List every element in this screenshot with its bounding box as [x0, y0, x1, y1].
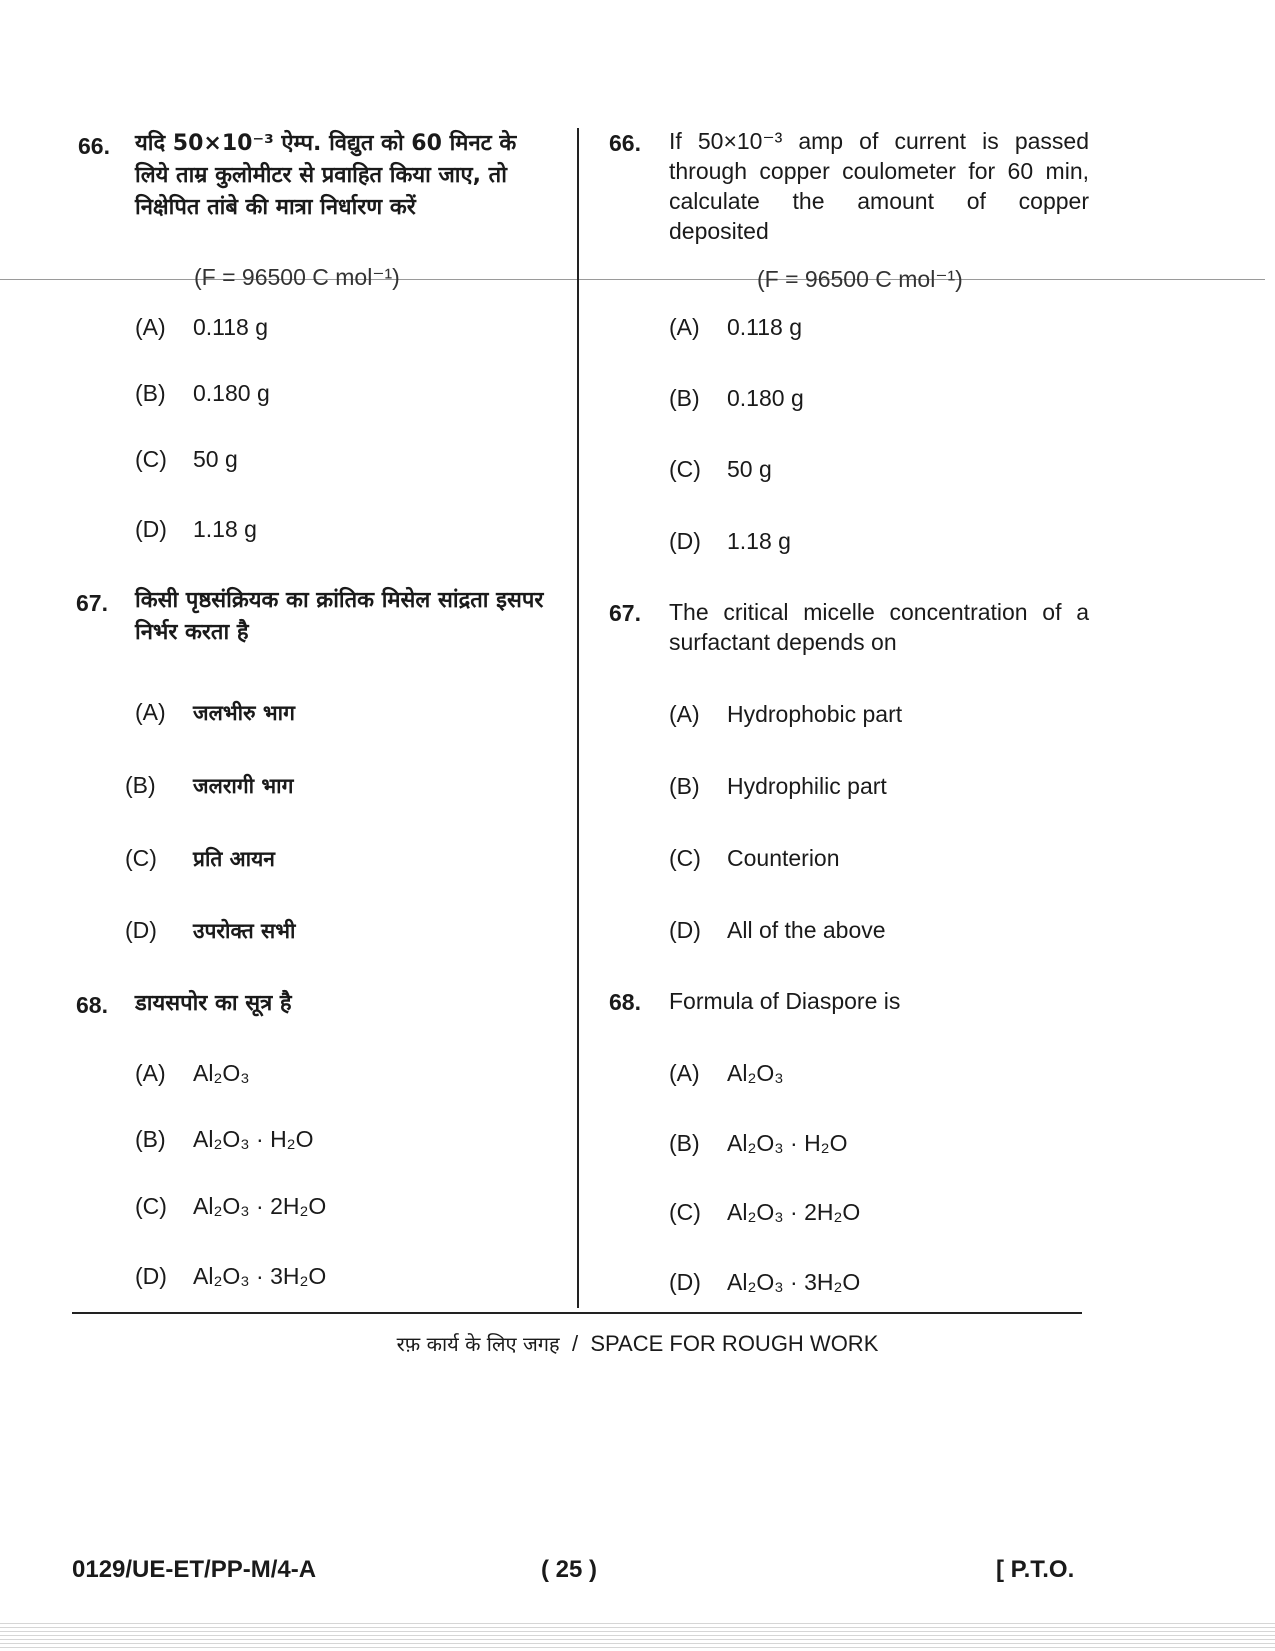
pto-label: [ P.T.O. — [996, 1556, 1075, 1583]
bottom-rule — [72, 1312, 1082, 1314]
question-number: 68. — [76, 992, 108, 1018]
option: (B) Al₂O₃ · H₂O — [135, 1126, 314, 1152]
page-number: ( 25 ) — [541, 1556, 598, 1583]
scan-artifact-lines — [0, 1620, 1275, 1651]
paper-code: 0129/UE-ET/PP-M/4-A — [72, 1556, 317, 1583]
option: (B) Hydrophilic part — [669, 773, 887, 799]
option: (D) 1.18 g — [135, 516, 257, 542]
option: (A) Hydrophobic part — [669, 701, 903, 727]
top-rule — [0, 279, 1265, 280]
option: (C) प्रति आयन — [125, 845, 275, 871]
question-text: Formula of Diaspore is — [669, 988, 901, 1014]
option: (C) 50 g — [669, 456, 772, 482]
faraday-constant: (F = 96500 C mol⁻¹) — [194, 264, 400, 290]
option: (B) जलरागी भाग — [125, 772, 294, 798]
option: (C) Counterion — [669, 845, 840, 871]
option: (A) Al₂O₃ — [669, 1060, 784, 1086]
option: (C) 50 g — [135, 446, 238, 472]
question-number: 66. — [609, 130, 641, 156]
option: (B) 0.180 g — [669, 385, 804, 411]
column-divider — [577, 128, 579, 1308]
question-number: 67. — [609, 600, 641, 626]
question-text: The critical micelle concentration of a surfactant depends on — [669, 599, 1089, 655]
option: (A) Al₂O₃ — [135, 1060, 250, 1086]
question-text: यदि 50×10⁻³ ऐम्प. विद्युत को 60 मिनट के लिये ताम्र कुलोमीटर से प्रवाहित किया जाए, तो निक्षेपित तांबे की मात्रा निर्धारण करें — [135, 131, 517, 220]
option: (D) 1.18 g — [669, 528, 791, 554]
question-number: 67. — [76, 590, 108, 616]
option: (B) Al₂O₃ · H₂O — [669, 1130, 848, 1156]
option: (A) 0.118 g — [669, 314, 803, 340]
option: (B) 0.180 g — [135, 380, 270, 406]
option: (D) Al₂O₃ · 3H₂O — [135, 1263, 327, 1289]
option: (C) Al₂O₃ · 2H₂O — [135, 1193, 327, 1219]
option: (D) उपरोक्त सभी — [125, 917, 296, 943]
option: (D) All of the above — [669, 917, 886, 943]
rough-work-label: रफ़ कार्य के लिए जगह / SPACE FOR ROUGH WORK — [396, 1331, 879, 1356]
question-number: 66. — [78, 133, 110, 159]
option: (C) Al₂O₃ · 2H₂O — [669, 1199, 861, 1225]
option: (A) 0.118 g — [135, 314, 269, 340]
faraday-constant: (F = 96500 C mol⁻¹) — [757, 266, 963, 292]
question-text: किसी पृष्ठसंक्रियक का क्रांतिक मिसेल सांद्रता इसपर निर्भर करता है — [135, 588, 544, 645]
question-number: 68. — [609, 989, 641, 1015]
option: (A) जलभीरु भाग — [135, 699, 295, 725]
question-text: डायसपोर का सूत्र है — [135, 991, 292, 1016]
option: (D) Al₂O₃ · 3H₂O — [669, 1269, 861, 1295]
question-text: If 50×10⁻³ amp of current is passed through copper coulometer for 60 min, calculate the amount of copper deposited — [669, 128, 1089, 244]
